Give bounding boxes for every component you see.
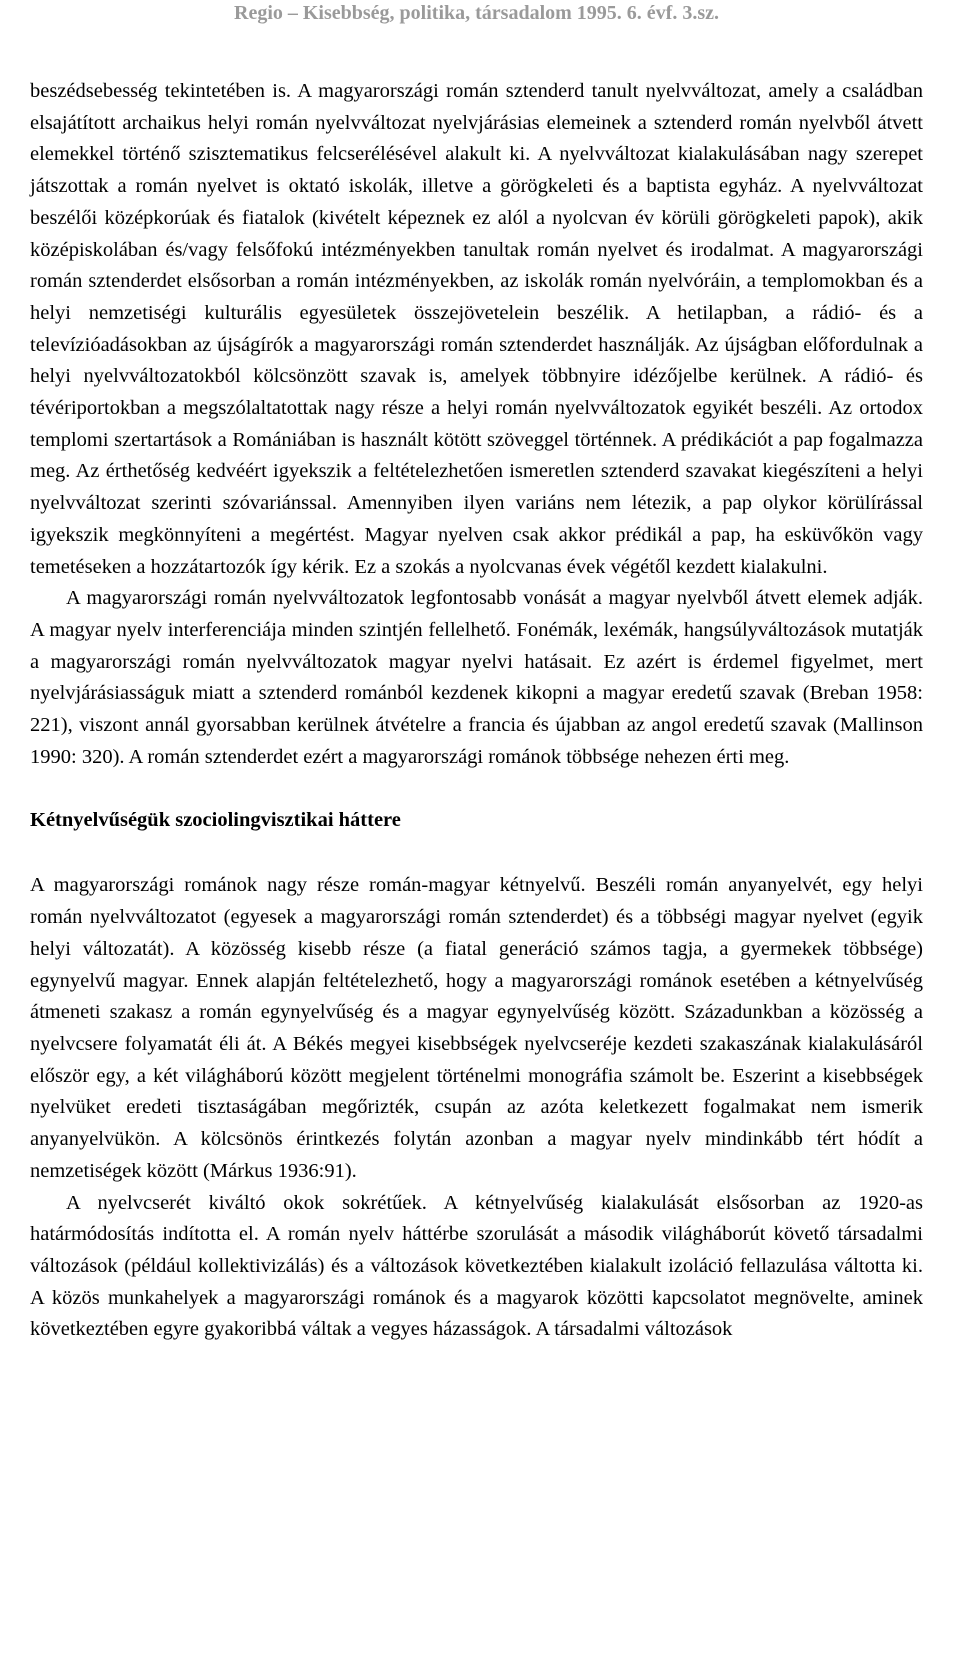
body-paragraph: A magyarországi románok nagy része román-magyar kétnyelvű. Beszéli román anyanyelvét, egy helyi román nyelvváltozatot (egyesek a magyarországi román sztenderdet) és a többségi magyar nyelvet (egyik helyi változatát). A közösség kisebb része (a fiatal generáció számos tagja, a gyermekek többsége) egynyelvű magyar. Ennek alapján feltételezhető, hogy a magyarországi románok esetében a kétnyelvűség átmeneti szakasz a román egynyelvűség és a magyar egynyelvűség között. Századunkban a közösség a nyelvcsere folyamatát éli át. A Békés megyei kisebbségek nyelvcseréje kezdeti szakaszának kialakulásáról először egy, a két világháború között megjelent történelmi monográfia számolt be. Eszerint a kisebbségek nyelvüket eredeti tisztaságában megőrizték, csupán az azóta keletkezett fogalmakat nem ismerik anyanyelvükön. A kölcsönös érintkezés folytán azonban a magyar nyelv mindinkább tért hódít a nemzetiségek között (Márkus 1936:91). bbox=[30, 874, 923, 1182]
body-paragraph: A nyelvcserét kiváltó okok sokrétűek. A kétnyelvűség kialakulását elsősorban az 1920-as határmódosítás indította el. A román nyelv háttérbe szorulását a második világháborút követő társadalmi változások (például kollektivizálás) és a változások következtében kialakult izoláció fellazulása váltotta ki. A közös munkahelyek a magyarországi románok és a magyarok közötti kapcsolatot megnövelte, aminek következtében egyre gyakoribbá váltak a vegyes házasságok. A társadalmi változások bbox=[30, 1191, 923, 1341]
body-paragraph: A magyarországi román nyelvváltozatok legfontosabb vonását a magyar nyelvből átvett elemek adják. A magyar nyelv interferenciája minden szintjén fellelhető. Fonémák, lexémák, hangsúlyváltozások mutatják a magyarországi román nyelvváltozatok magyar nyelvi hatásait. Ez azért is érdemel figyelmet, mert nyelvjárásiasságuk miatt a sztenderd románból kezdenek kikopni a magyar eredetű szavak (Breban 1958: 221), viszont annál gyorsabban kerülnek átvételre a francia és újabban az angol eredetű szavak (Mallinson 1990: 320). A román sztenderdet ezért a magyarországi románok többsége nehezen érti meg. bbox=[30, 587, 923, 768]
body-paragraph: beszédsebesség tekintetében is. A magyarországi román sztenderd tanult nyelvváltozat, amely a családban elsajátított archaikus helyi román nyelvváltozat nyelvjárásias elemeinek a sztenderd román nyelvből átvett elemekkel történő szisztematikus felcserélésével alakult ki. A nyelvváltozat kialakulásában nagy szerepet játszottak a román nyelvet is oktató iskolák, illetve a görögkeleti és a baptista egyház. A nyelvváltozat beszélői középkorúak és fiatalok (kivételt képeznek ez alól a nyolcvan év körüli görögkeleti papok), akik középiskolában és/vagy felsőfokú intézményekben tanultak román nyelvet és irodalmat. A magyarországi román sztenderdet elsősorban a román intézményekben, az iskolák román nyelvóráin, a templomokban és a helyi nemzetiségi kulturális egyesületek összejövetelein beszélik. A hetilapban, a rádió- és a televízióadásokban az újságírók a magyarországi román sztenderdet használják. Az újságban előfordulnak a helyi nyelvváltozatokból kölcsönzött szavak is, amelyek többnyire idézőjelbe kerülnek. A rádió- és tévériportokban a megszólaltatottak nagy része a helyi román nyelvváltozatok egyikét beszéli. Az ortodox templomi szertartások a Romániában is használt kötött szöveggel történnek. A prédikációt a pap fogalmazza meg. Az érthetőség kedvéért igyekszik a feltételezhetően ismeretlen sztenderd szavakat kiegészíteni a helyi nyelvváltozat szerinti szóvariánssal. Amennyiben ilyen variáns nem létezik, a pap olykor körülírással igyekszik megkönnyíteni a megértést. Magyar nyelven csak akkor prédikál a pap, ha esküvőkön vagy temetéseken a hozzátartozók így kérik. Ez a szokás a nyolcvanas évek végétől kezdett kialakulni. bbox=[30, 80, 923, 578]
section-heading: Kétnyelvűségük szociolingvisztikai háttere bbox=[30, 809, 401, 832]
running-header: Regio – Kisebbség, politika, társadalom 1995. 6. évf. 3.sz. bbox=[234, 2, 719, 24]
